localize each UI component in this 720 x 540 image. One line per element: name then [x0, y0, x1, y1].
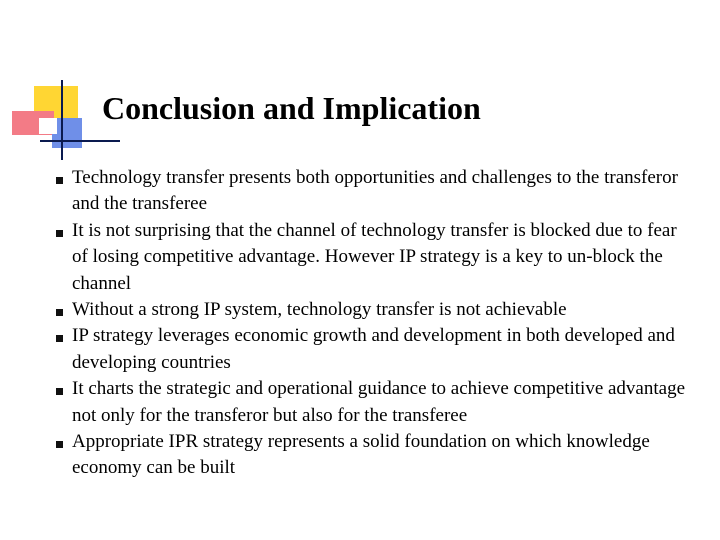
bullet-text: Technology transfer presents both opportunities and challenges to the transferor and the transferee [72, 167, 678, 215]
vertical-rule [61, 80, 63, 160]
bullet-item [56, 323, 692, 376]
bullet-list [56, 165, 692, 482]
bullet-text: It charts the strategic and operational guidance to achieve competitive advantage not only for the transferor but also for the transferee [72, 378, 686, 426]
square-bullet-icon [56, 177, 63, 184]
bullet-text: IP strategy leverages economic growth and development in both developed and developing countries [72, 325, 675, 373]
horizontal-rule [40, 140, 120, 142]
bullet-item [56, 218, 692, 297]
bullet-item [56, 165, 692, 218]
square-bullet-icon [56, 309, 63, 316]
square-bullet-icon [56, 335, 63, 342]
white-square [39, 118, 57, 134]
square-bullet-icon [56, 230, 63, 237]
decorative-logo [0, 0, 120, 170]
bullet-item [56, 297, 692, 323]
slide-title: Conclusion and Implication [102, 90, 481, 126]
bullet-text: Appropriate IPR strategy represents a solid foundation on which knowledge economy can be built [72, 431, 650, 479]
bullet-text: It is not surprising that the channel of technology transfer is blocked due to fear of losing competitive advantage. However IP strategy is a key to un-block the channel [72, 219, 677, 294]
bullet-item [56, 376, 692, 429]
square-bullet-icon [56, 388, 63, 395]
bullet-item [56, 429, 692, 482]
bullet-text: Without a strong IP system, technology transfer is not achievable [72, 299, 567, 321]
square-bullet-icon [56, 441, 63, 448]
